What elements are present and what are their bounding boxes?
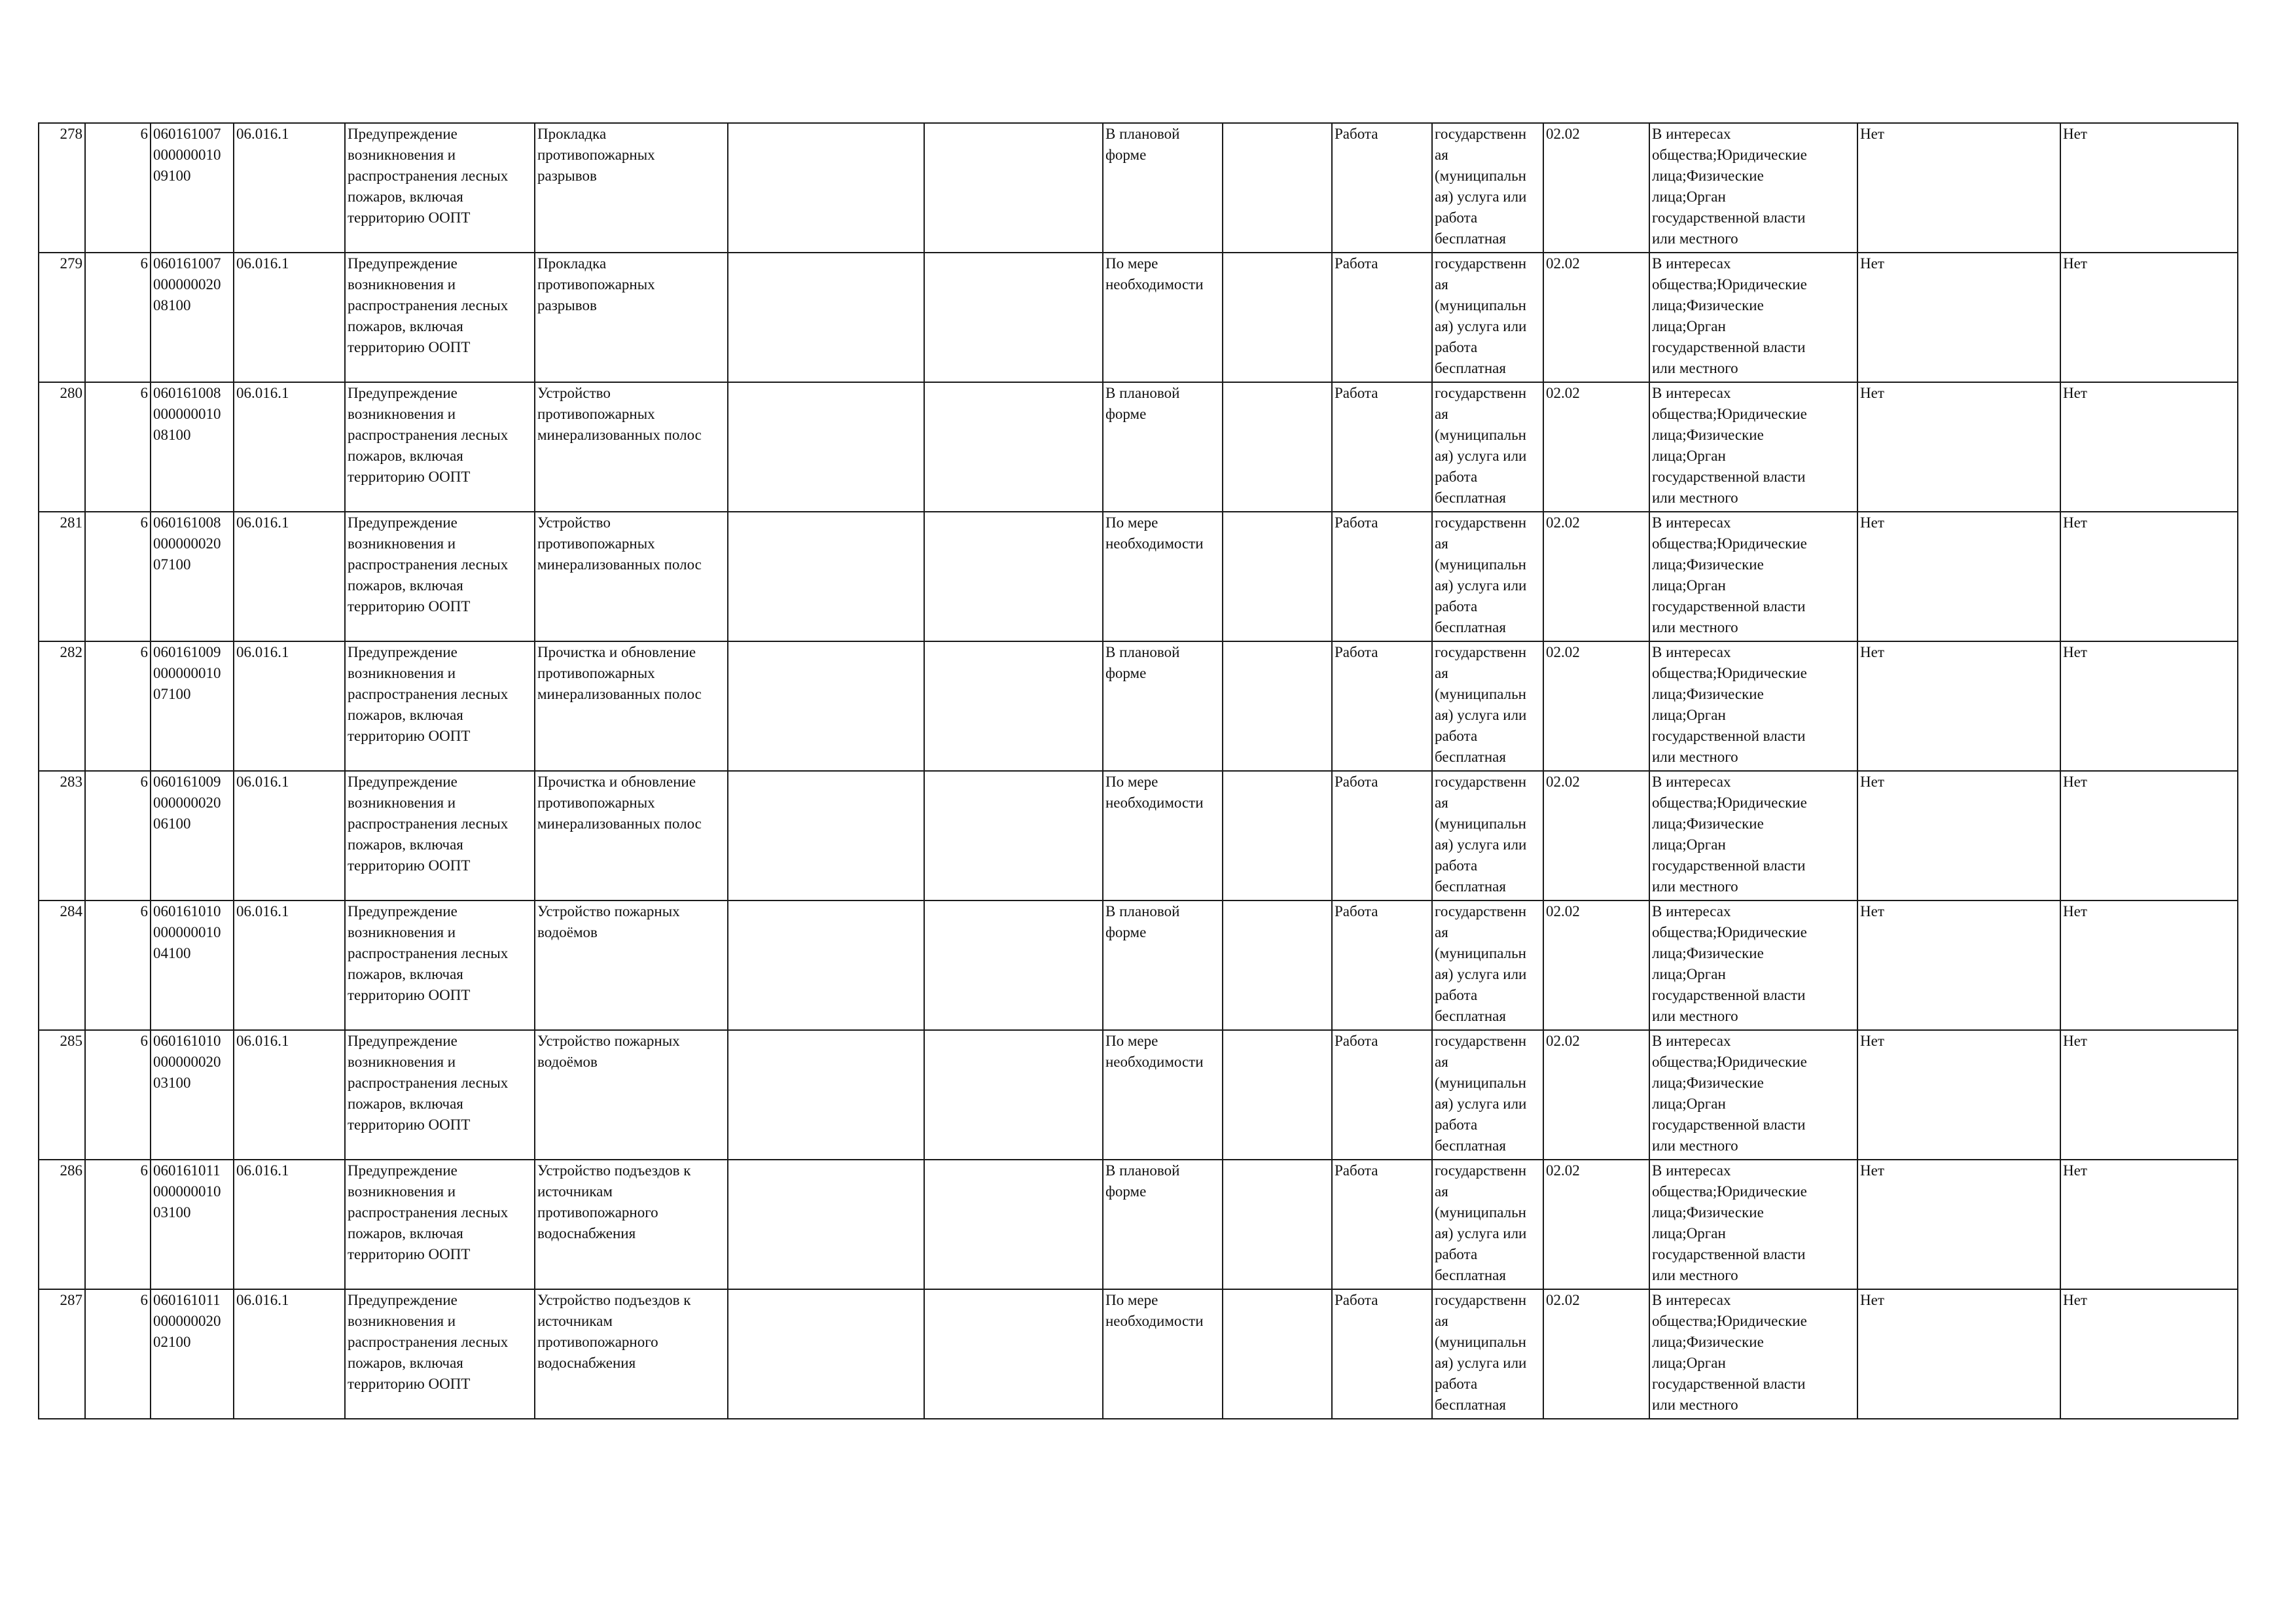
flag-cell: Нет <box>2060 1160 2238 1289</box>
delivery-form: По мере необходимости <box>1103 253 1223 382</box>
delivery-form: В плановой форме <box>1103 123 1223 253</box>
registry-code: 060161010 000000010 04100 <box>151 901 234 1030</box>
flag-cell: Нет <box>2060 641 2238 771</box>
payment-type: государственн ая (муниципальн ая) услуга или работа бесплатная <box>1432 1030 1543 1160</box>
table-row <box>39 1030 2238 1160</box>
payment-type: государственн ая (муниципальн ая) услуга или работа бесплатная <box>1432 512 1543 641</box>
payment-type: государственн ая (муниципальн ая) услуга или работа бесплатная <box>1432 901 1543 1030</box>
classifier-code: 06.016.1 <box>234 1160 345 1289</box>
service-name: Предупреждение возникновения и распространения лесных пожаров, включая территорию ООПТ <box>345 1160 535 1289</box>
classifier-code: 06.016.1 <box>234 1030 345 1160</box>
okved-code: 02.02 <box>1543 123 1649 253</box>
section-number: 6 <box>85 382 151 512</box>
section-number: 6 <box>85 1030 151 1160</box>
table-body <box>39 123 2238 1419</box>
section-number: 6 <box>85 641 151 771</box>
section-number: 6 <box>85 1160 151 1289</box>
empty-cell <box>924 1030 1103 1160</box>
work-name: Устройство противопожарных минерализованных полос <box>535 512 728 641</box>
classifier-code: 06.016.1 <box>234 641 345 771</box>
registry-code: 060161008 000000010 08100 <box>151 382 234 512</box>
flag-cell: Нет <box>2060 1030 2238 1160</box>
empty-cell <box>728 1160 924 1289</box>
payment-type: государственн ая (муниципальн ая) услуга или работа бесплатная <box>1432 382 1543 512</box>
table-row <box>39 382 2238 512</box>
work-name: Устройство противопожарных минерализованных полос <box>535 382 728 512</box>
service-name: Предупреждение возникновения и распространения лесных пожаров, включая территорию ООПТ <box>345 253 535 382</box>
flag-cell: Нет <box>2060 382 2238 512</box>
empty-cell <box>924 123 1103 253</box>
registry-code: 060161008 000000020 07100 <box>151 512 234 641</box>
row-number: 285 <box>39 1030 85 1160</box>
empty-cell <box>1223 641 1332 771</box>
registry-code: 060161011 000000020 02100 <box>151 1289 234 1419</box>
flag-cell: Нет <box>1857 253 2060 382</box>
table-row <box>39 1160 2238 1289</box>
consumer-category: В интересах общества;Юридические лица;Физические лица;Орган государственной власти или местного <box>1649 123 1857 253</box>
flag-cell: Нет <box>1857 641 2060 771</box>
classifier-code: 06.016.1 <box>234 1289 345 1419</box>
consumer-category: В интересах общества;Юридические лица;Физические лица;Орган государственной власти или местного <box>1649 1030 1857 1160</box>
classifier-code: 06.016.1 <box>234 253 345 382</box>
service-name: Предупреждение возникновения и распространения лесных пожаров, включая территорию ООПТ <box>345 771 535 901</box>
okved-code: 02.02 <box>1543 512 1649 641</box>
delivery-form: По мере необходимости <box>1103 512 1223 641</box>
row-number: 278 <box>39 123 85 253</box>
service-name: Предупреждение возникновения и распространения лесных пожаров, включая территорию ООПТ <box>345 641 535 771</box>
type-cell: Работа <box>1332 253 1432 382</box>
type-cell: Работа <box>1332 123 1432 253</box>
service-name: Предупреждение возникновения и распространения лесных пожаров, включая территорию ООПТ <box>345 123 535 253</box>
flag-cell: Нет <box>2060 1289 2238 1419</box>
empty-cell <box>1223 1289 1332 1419</box>
type-cell: Работа <box>1332 901 1432 1030</box>
work-name: Прокладка противопожарных разрывов <box>535 253 728 382</box>
registry-code: 060161007 000000020 08100 <box>151 253 234 382</box>
okved-code: 02.02 <box>1543 382 1649 512</box>
type-cell: Работа <box>1332 771 1432 901</box>
empty-cell <box>728 512 924 641</box>
flag-cell: Нет <box>1857 1289 2060 1419</box>
row-number: 280 <box>39 382 85 512</box>
delivery-form: По мере необходимости <box>1103 771 1223 901</box>
delivery-form: По мере необходимости <box>1103 1289 1223 1419</box>
empty-cell <box>728 1030 924 1160</box>
work-name: Прочистка и обновление противопожарных минерализованных полос <box>535 771 728 901</box>
row-number: 282 <box>39 641 85 771</box>
table-row <box>39 253 2238 382</box>
service-name: Предупреждение возникновения и распространения лесных пожаров, включая территорию ООПТ <box>345 382 535 512</box>
empty-cell <box>1223 253 1332 382</box>
okved-code: 02.02 <box>1543 901 1649 1030</box>
payment-type: государственн ая (муниципальн ая) услуга или работа бесплатная <box>1432 1289 1543 1419</box>
payment-type: государственн ая (муниципальн ая) услуга или работа бесплатная <box>1432 771 1543 901</box>
empty-cell <box>1223 1030 1332 1160</box>
service-name: Предупреждение возникновения и распространения лесных пожаров, включая территорию ООПТ <box>345 901 535 1030</box>
consumer-category: В интересах общества;Юридические лица;Физические лица;Орган государственной власти или местного <box>1649 382 1857 512</box>
table-row <box>39 901 2238 1030</box>
work-name: Устройство пожарных водоёмов <box>535 901 728 1030</box>
flag-cell: Нет <box>2060 123 2238 253</box>
okved-code: 02.02 <box>1543 1030 1649 1160</box>
work-name: Устройство пожарных водоёмов <box>535 1030 728 1160</box>
service-name: Предупреждение возникновения и распространения лесных пожаров, включая территорию ООПТ <box>345 1289 535 1419</box>
section-number: 6 <box>85 901 151 1030</box>
empty-cell <box>728 123 924 253</box>
flag-cell: Нет <box>2060 771 2238 901</box>
delivery-form: В плановой форме <box>1103 1160 1223 1289</box>
empty-cell <box>924 901 1103 1030</box>
row-number: 284 <box>39 901 85 1030</box>
payment-type: государственн ая (муниципальн ая) услуга или работа бесплатная <box>1432 1160 1543 1289</box>
okved-code: 02.02 <box>1543 771 1649 901</box>
empty-cell <box>1223 901 1332 1030</box>
empty-cell <box>728 1289 924 1419</box>
type-cell: Работа <box>1332 641 1432 771</box>
empty-cell <box>924 253 1103 382</box>
classifier-code: 06.016.1 <box>234 901 345 1030</box>
table-row <box>39 771 2238 901</box>
consumer-category: В интересах общества;Юридические лица;Физические лица;Орган государственной власти или местного <box>1649 253 1857 382</box>
okved-code: 02.02 <box>1543 1160 1649 1289</box>
row-number: 279 <box>39 253 85 382</box>
empty-cell <box>1223 382 1332 512</box>
section-number: 6 <box>85 253 151 382</box>
payment-type: государственн ая (муниципальн ая) услуга или работа бесплатная <box>1432 123 1543 253</box>
consumer-category: В интересах общества;Юридические лица;Физические лица;Орган государственной власти или местного <box>1649 512 1857 641</box>
registry-code: 060161011 000000010 03100 <box>151 1160 234 1289</box>
consumer-category: В интересах общества;Юридические лица;Физические лица;Орган государственной власти или местного <box>1649 771 1857 901</box>
table-row <box>39 512 2238 641</box>
empty-cell <box>728 771 924 901</box>
work-name: Прокладка противопожарных разрывов <box>535 123 728 253</box>
section-number: 6 <box>85 1289 151 1419</box>
type-cell: Работа <box>1332 1030 1432 1160</box>
section-number: 6 <box>85 123 151 253</box>
service-name: Предупреждение возникновения и распространения лесных пожаров, включая территорию ООПТ <box>345 512 535 641</box>
empty-cell <box>924 771 1103 901</box>
section-number: 6 <box>85 512 151 641</box>
empty-cell <box>1223 123 1332 253</box>
empty-cell <box>728 253 924 382</box>
consumer-category: В интересах общества;Юридические лица;Физические лица;Орган государственной власти или местного <box>1649 1160 1857 1289</box>
flag-cell: Нет <box>2060 512 2238 641</box>
empty-cell <box>1223 771 1332 901</box>
flag-cell: Нет <box>2060 253 2238 382</box>
flag-cell: Нет <box>1857 1030 2060 1160</box>
flag-cell: Нет <box>1857 123 2060 253</box>
flag-cell: Нет <box>1857 901 2060 1030</box>
table-row <box>39 123 2238 253</box>
empty-cell <box>728 901 924 1030</box>
delivery-form: В плановой форме <box>1103 901 1223 1030</box>
flag-cell: Нет <box>1857 512 2060 641</box>
classifier-code: 06.016.1 <box>234 512 345 641</box>
okved-code: 02.02 <box>1543 641 1649 771</box>
type-cell: Работа <box>1332 1289 1432 1419</box>
registry-code: 060161007 000000010 09100 <box>151 123 234 253</box>
registry-code: 060161009 000000010 07100 <box>151 641 234 771</box>
payment-type: государственн ая (муниципальн ая) услуга или работа бесплатная <box>1432 253 1543 382</box>
empty-cell <box>1223 512 1332 641</box>
empty-cell <box>924 512 1103 641</box>
registry-table <box>38 122 2238 1419</box>
row-number: 281 <box>39 512 85 641</box>
empty-cell <box>924 1289 1103 1419</box>
okved-code: 02.02 <box>1543 1289 1649 1419</box>
empty-cell <box>924 382 1103 512</box>
consumer-category: В интересах общества;Юридические лица;Физические лица;Орган государственной власти или местного <box>1649 1289 1857 1419</box>
flag-cell: Нет <box>1857 771 2060 901</box>
table-row <box>39 1289 2238 1419</box>
empty-cell <box>924 1160 1103 1289</box>
consumer-category: В интересах общества;Юридические лица;Физические лица;Орган государственной власти или местного <box>1649 901 1857 1030</box>
registry-code: 060161010 000000020 03100 <box>151 1030 234 1160</box>
empty-cell <box>924 641 1103 771</box>
service-name: Предупреждение возникновения и распространения лесных пожаров, включая территорию ООПТ <box>345 1030 535 1160</box>
type-cell: Работа <box>1332 382 1432 512</box>
work-name: Прочистка и обновление противопожарных минерализованных полос <box>535 641 728 771</box>
delivery-form: В плановой форме <box>1103 382 1223 512</box>
empty-cell <box>728 382 924 512</box>
table-row <box>39 641 2238 771</box>
work-name: Устройство подъездов к источникам противопожарного водоснабжения <box>535 1160 728 1289</box>
flag-cell: Нет <box>2060 901 2238 1030</box>
classifier-code: 06.016.1 <box>234 123 345 253</box>
empty-cell <box>1223 1160 1332 1289</box>
flag-cell: Нет <box>1857 382 2060 512</box>
row-number: 286 <box>39 1160 85 1289</box>
classifier-code: 06.016.1 <box>234 771 345 901</box>
row-number: 287 <box>39 1289 85 1419</box>
registry-code: 060161009 000000020 06100 <box>151 771 234 901</box>
flag-cell: Нет <box>1857 1160 2060 1289</box>
work-name: Устройство подъездов к источникам противопожарного водоснабжения <box>535 1289 728 1419</box>
empty-cell <box>728 641 924 771</box>
type-cell: Работа <box>1332 512 1432 641</box>
delivery-form: В плановой форме <box>1103 641 1223 771</box>
classifier-code: 06.016.1 <box>234 382 345 512</box>
okved-code: 02.02 <box>1543 253 1649 382</box>
section-number: 6 <box>85 771 151 901</box>
consumer-category: В интересах общества;Юридические лица;Физические лица;Орган государственной власти или местного <box>1649 641 1857 771</box>
type-cell: Работа <box>1332 1160 1432 1289</box>
payment-type: государственн ая (муниципальн ая) услуга или работа бесплатная <box>1432 641 1543 771</box>
row-number: 283 <box>39 771 85 901</box>
delivery-form: По мере необходимости <box>1103 1030 1223 1160</box>
